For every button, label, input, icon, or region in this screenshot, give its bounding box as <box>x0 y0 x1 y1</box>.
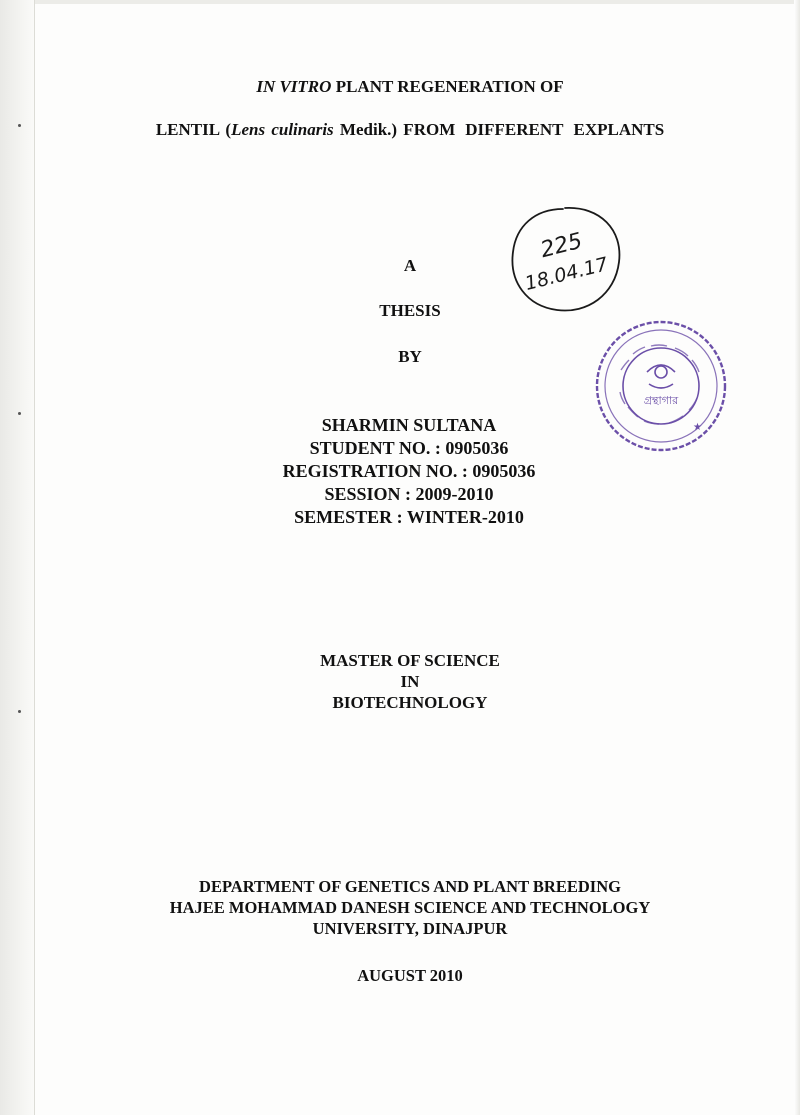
handwritten-accession-circle <box>505 200 625 320</box>
department-name: DEPARTMENT OF GENETICS AND PLANT BREEDING <box>199 877 621 896</box>
title-line-1-rest: PLANT REGENERATION OF <box>331 77 564 96</box>
registration-number: REGISTRATION NO. : 0905036 <box>282 461 536 481</box>
handwritten-number: 225 <box>538 228 585 264</box>
title-italic-in-vitro: IN VITRO <box>256 77 332 96</box>
word-a: A <box>403 256 417 275</box>
submission-date: AUGUST 2010 <box>357 966 463 985</box>
semester: SEMESTER : WINTER-2010 <box>294 507 524 527</box>
university-location: UNIVERSITY, DINAJPUR <box>312 919 508 938</box>
author-name: SHARMIN SULTANA <box>321 415 497 435</box>
page-top-edge <box>0 0 800 4</box>
session: SESSION : 2009-2010 <box>324 484 494 504</box>
title-species-name: Lens culinaris <box>231 120 334 139</box>
library-seal <box>593 318 729 454</box>
word-by: BY <box>398 347 422 366</box>
thesis-title-line-1 <box>10 77 800 97</box>
thesis-title-line-2 <box>10 120 800 140</box>
degree-line-2: IN <box>400 672 420 691</box>
degree-line-1: MASTER OF SCIENCE <box>320 651 500 670</box>
seal-center-text: গ্রন্থাগার <box>643 394 679 407</box>
title-line-2-part-1: LENTIL ( <box>155 120 232 139</box>
institution-block <box>10 876 800 939</box>
title-line-2-part-2: Medik.) FROM <box>333 120 456 139</box>
handwritten-date: 18.04.17 <box>522 253 611 295</box>
title-line-2-part-3: DIFFERENT <box>465 120 564 139</box>
word-thesis: THESIS <box>379 301 441 320</box>
seal-star-icon: ★ <box>693 422 702 433</box>
page-right-edge <box>794 0 800 1115</box>
binding-strip <box>0 0 35 1115</box>
degree-line-3: BIOTECHNOLOGY <box>332 693 488 712</box>
degree-block <box>10 650 800 713</box>
title-line-2-part-4: EXPLANTS <box>573 120 665 139</box>
student-number: STUDENT NO. : 0905036 <box>309 438 509 458</box>
university-name: HAJEE MOHAMMAD DANESH SCIENCE AND TECHNOLOGY <box>169 898 651 917</box>
